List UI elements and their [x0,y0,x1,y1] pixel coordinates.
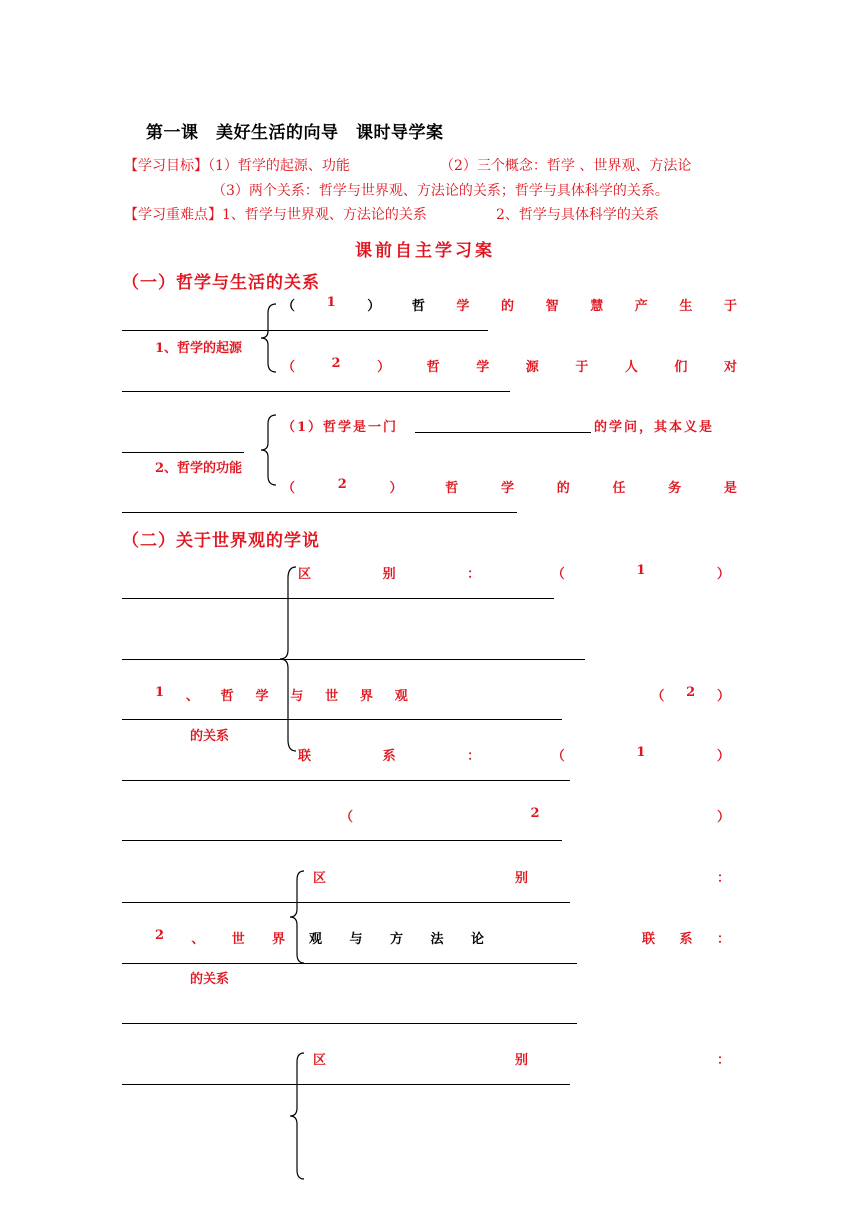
function-line-2: （ 2 ） 哲 学 的 任 务 是 [282,477,737,496]
rel2-link-line: 联 系 ： [642,932,730,947]
function-line-1b: 的学问，其本义是 [594,420,715,435]
origin-answer-line-2[interactable] [122,391,510,392]
section1-title: （一）哲学与生活的关系 [122,273,320,293]
rel2-diff-line: 区 别 ： [313,871,730,886]
rel1-link-answer-2[interactable] [122,840,562,841]
rel1-mid-answer[interactable] [122,719,562,720]
rel1-diff-answer-2[interactable] [122,659,585,660]
rel1-link-line: 联 系 ： （ 1 ） [298,745,730,764]
origin-label: 1、哲学的起源 [155,341,243,356]
function-answer-line-2[interactable] [122,512,517,513]
rel1-diff-answer-1[interactable] [122,598,554,599]
goals-row-1 [124,155,350,175]
function-line-1a: （1）哲学是一门 [282,420,399,435]
goal-item-1: （1）哲学的起源、功能 [208,158,350,174]
key-points-label: 【学习重难点】 [124,207,222,223]
center-heading: 课前自主学习案 [355,241,495,261]
rel2-diff-answer[interactable] [122,902,570,903]
rel2-label-tail: 的关系 [190,972,230,987]
origin-line-2: （ 2 ） 哲 学 源 于 人 们 对 [282,356,737,375]
rel3-brace [288,1052,318,1182]
rel1-link-2: （ 2 ） [340,806,730,825]
key-points-row [124,204,427,224]
function-blank[interactable] [415,432,591,433]
rel2-link-answer-1[interactable] [122,963,577,964]
rel2-label-line-b: 观 与 方 法 论 [309,932,484,947]
rel3-diff-line: 区 别 ： [313,1053,730,1068]
rel2-label-line-a: 2 、 世 界 [155,928,285,947]
function-label: 2、哲学的功能 [155,461,243,476]
origin-line-1: （ 1 ） 哲 学 的 智 慧 产 生 于 [282,295,737,314]
function-answer-line-1[interactable] [122,452,244,453]
goal-item-2: （2）三个概念：哲学 、世界观、方法论 [440,158,692,174]
rel1-diff-line: 区 别 ： （ 1 ） [298,563,730,582]
rel1-label-line: 1 、 哲 学 与 世 界 观 （ 2 ） [155,685,730,704]
goals-label: 【学习目标】 [124,158,208,174]
rel3-diff-answer[interactable] [122,1084,570,1085]
rel1-link-answer-1[interactable] [122,780,570,781]
goal-item-3: （3）两个关系：哲学与世界观、方法论的关系；哲学与具体科学的关系。 [212,183,669,199]
page-title: 第一课 美好生活的向导 课时导学案 [146,123,444,143]
key-point-2: 2、哲学与具体科学的关系 [496,207,659,223]
section2-title: （二）关于世界观的学说 [122,531,320,551]
key-point-1: 1、哲学与世界观、方法论的关系 [222,207,427,223]
rel2-link-answer-2[interactable] [122,1023,577,1024]
rel1-label-tail: 的关系 [190,729,230,744]
origin-answer-line-1[interactable] [122,330,488,331]
